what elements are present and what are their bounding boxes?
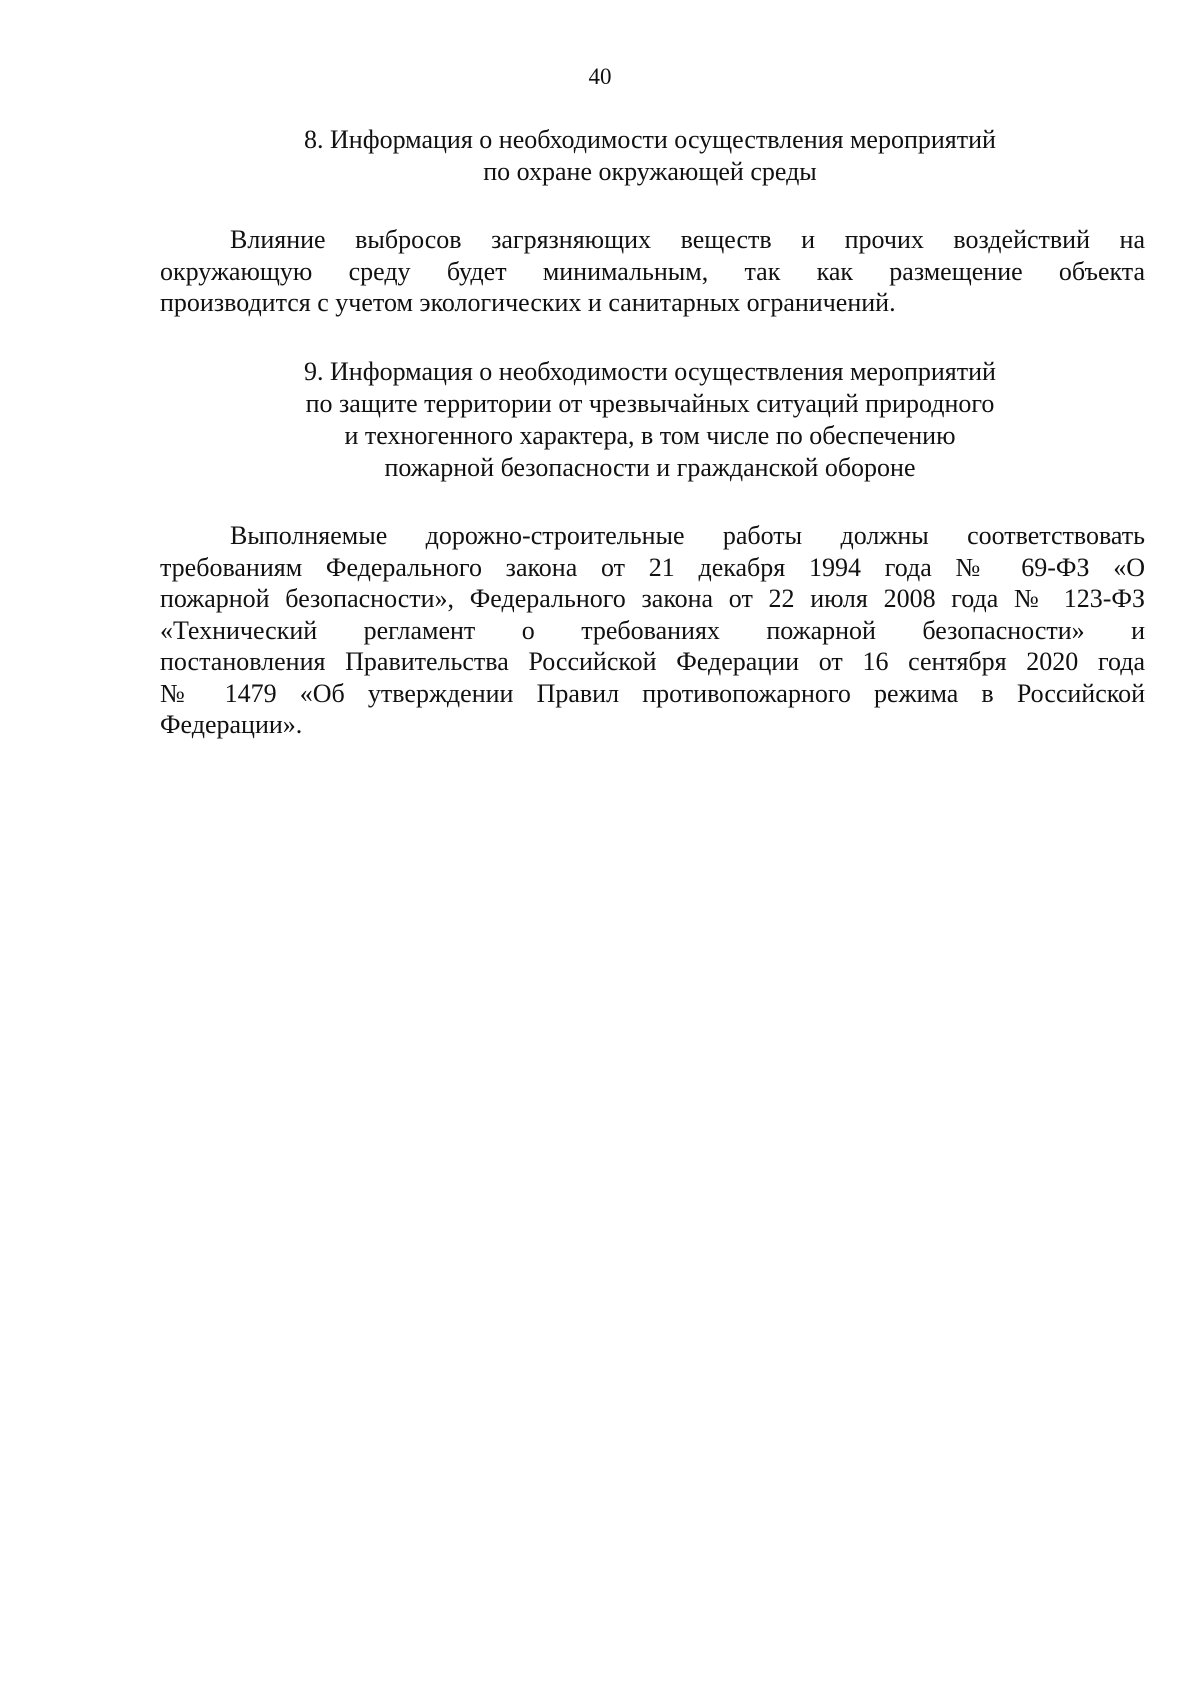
heading-line: по защите территории от чрезвычайных ситуаций природного — [305, 389, 995, 418]
section-9-paragraph — [160, 520, 1145, 741]
paragraph-line: требованиям Федерального закона от 21 декабря 1994 года № 69-ФЗ «О — [160, 552, 1145, 582]
paragraph-line: пожарной безопасности», Федерального закона от 22 июля 2008 года № 123-ФЗ — [160, 584, 1145, 613]
paragraph-line: постановления Правительства Российской Федерации от 16 сентября 2020 года — [160, 647, 1145, 676]
heading-line: и техногенного характера, в том числе по обеспечению — [344, 421, 956, 450]
section-8-paragraph — [160, 224, 1145, 319]
paragraph-line: окружающую среду будет минимальным, так как размещение объекта — [160, 256, 1145, 286]
paragraph-line: Выполняемые дорожно-строительные работы должны соответствовать — [230, 521, 1145, 550]
paragraph-line: производится с учетом экологических и санитарных ограничений. — [160, 288, 896, 317]
heading-line: по охране окружающей среды — [483, 157, 817, 186]
heading-line: пожарной безопасности и гражданской обороне — [384, 453, 916, 482]
heading-line: 8. Информация о необходимости осуществления мероприятий — [304, 125, 996, 154]
paragraph-line: «Технический регламент о требованиях пожарной безопасности» и — [160, 615, 1145, 645]
paragraph-line: Федерации». — [160, 710, 303, 739]
page-number: 40 — [588, 64, 612, 89]
paragraph-line: Влияние выбросов загрязняющих веществ и прочих воздействий на — [230, 225, 1145, 254]
paragraph-line: № 1479 «Об утверждении Правил противопожарного режима в Российской — [160, 678, 1145, 708]
section-9-heading — [160, 356, 1140, 484]
section-8-heading — [160, 124, 1140, 188]
heading-line: 9. Информация о необходимости осуществления мероприятий — [304, 357, 996, 386]
